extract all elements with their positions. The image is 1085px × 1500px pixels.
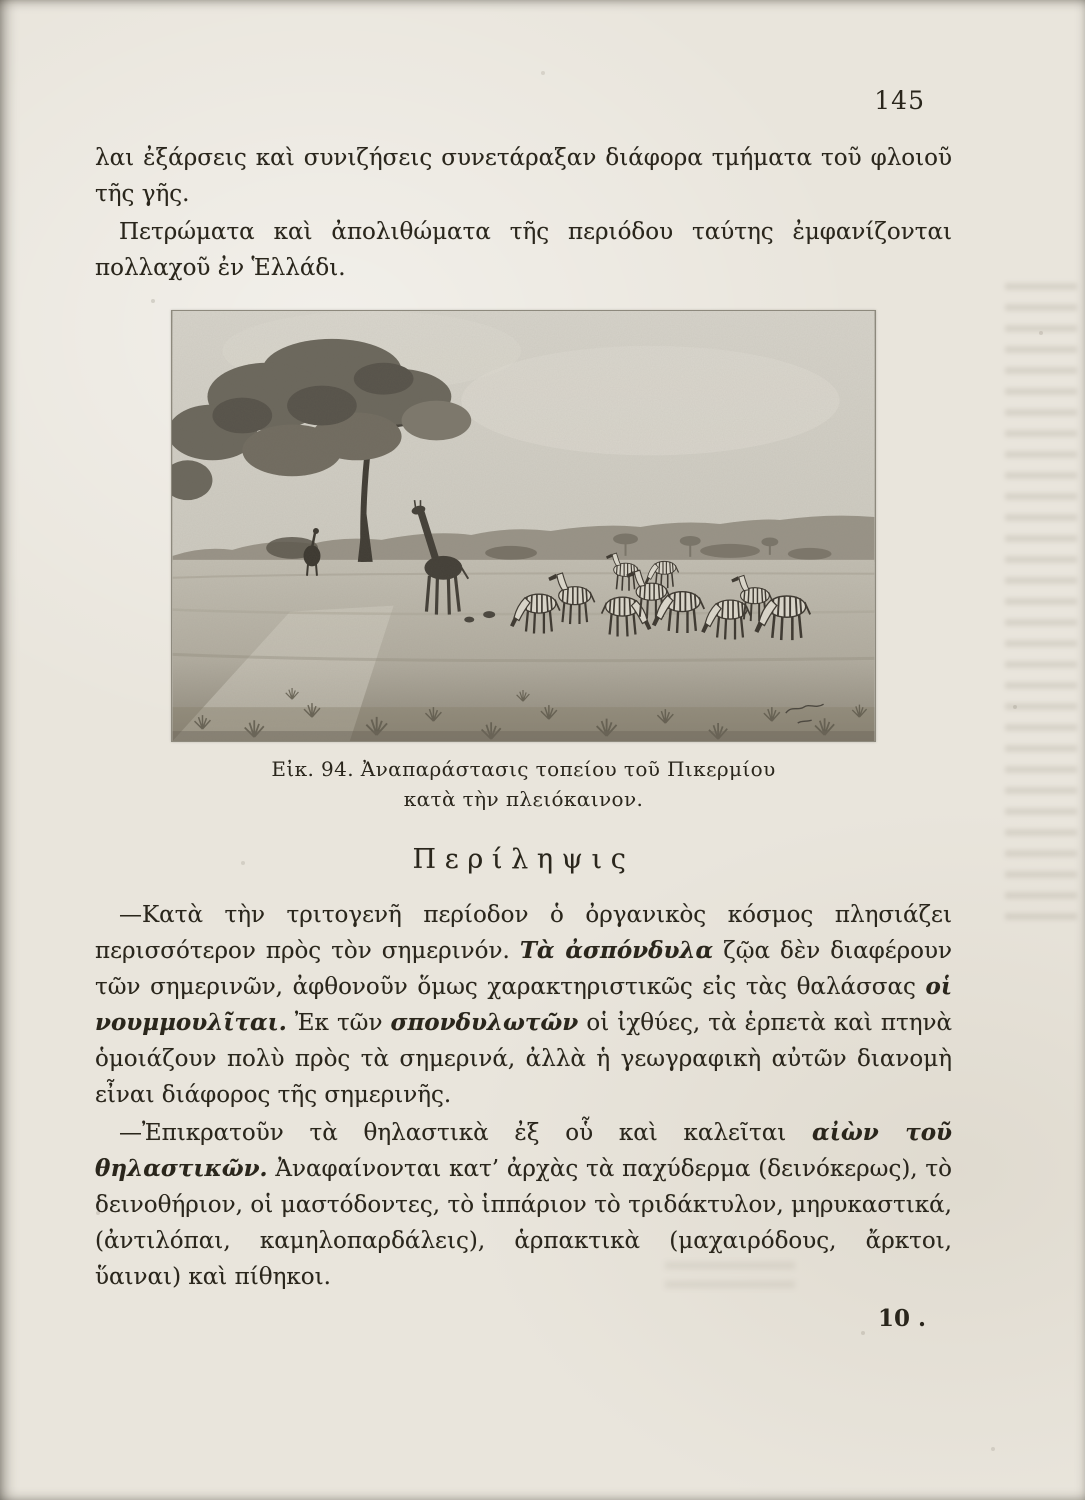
page-number: 145 [874,86,925,115]
text-column [95,140,952,1332]
paragraph [95,140,952,212]
paragraph [95,214,952,286]
text-run: λαι ἐξάρσεις καὶ συνιζήσεις συνετάραξαν διάφορα τμήματα τοῦ φλοιοῦ τῆς γῆς. [95,145,952,207]
text-run: Ἐκ τῶν [286,1010,391,1036]
scan-speckles [0,0,2,2]
print-grain [173,311,875,741]
emphasized-term: οἱ νουμμουλῖται. [95,973,952,1036]
footer-page-indicator: 10 . [877,1305,926,1332]
text-block-top [95,140,952,286]
text-run: ζῷα δὲν διαφέρουν τῶν σημερινῶν, ἀφθονοῦν ὅμως χαρακτηριστικῶς εἰς τὰς θαλάσσας [95,938,952,1000]
text-run: Ἀναφαίνονται κατ’ ἀρχὰς τὰ παχύδερμα (δεινόκερως), τὸ δεινοθήριον, οἱ μαστόδοντες, τὸ ἱππάριον τὸ τριδάκτυλον, μηρυκαστικά, (ἀντιλόπαι, καμηλοπαρδάλεις), ἁρπακτικὰ (μαχαιρόδους, ἄρκτοι, ὕαιναι) καὶ πίθηκοι. [95,1156,952,1290]
figure-caption [171,754,876,814]
pikermi-landscape-illustration [172,311,875,741]
figure [171,310,876,814]
paragraph [95,897,952,1113]
figure-illustration [171,310,876,742]
text-run: Πετρώματα καὶ ἀπολιθώματα τῆς περιόδου ταύτης ἐμφανίζονται πολλαχοῦ ἐν Ἑλλάδι. [95,219,952,281]
figure-caption-line1: Εἰκ. 94. Ἀναπαράστασις τοπείου τοῦ Πικερμίου [271,757,776,781]
figure-caption-line2: κατὰ τὴν πλειόκαινον. [403,787,644,811]
page-showthrough [1005,283,1077,923]
text-run: —Ἐπικρατοῦν τὰ θηλαστικὰ ἐξ οὗ καὶ καλεῖται [119,1120,813,1146]
section-heading: Περίληψις [412,844,635,875]
text-run: —Κατὰ τὴν τριτογενῆ περίοδον ὁ ὀργανικὸς κόσμος πλησιάζει περισσότερον πρὸς τὸν σημερινόν. [95,902,952,964]
paragraph [95,1115,952,1295]
emphasized-term: σπονδυλωτῶν [390,1009,579,1036]
text-block-bottom [95,897,952,1295]
emphasized-term: Τὰ ἀσπόνδυλα [519,937,714,964]
text-run: οἱ ἰχθύες, τὰ ἑρπετὰ καὶ πτηνὰ ὁμοιάζουν πολὺ πρὸς τὰ σημερινά, ἀλλὰ ἡ γεωγραφικὴ αὐτῶν διανομὴ εἶναι διάφορος τῆς σημερινῆς. [95,1010,953,1108]
emphasized-term: αἰὼν τοῦ θηλαστικῶν. [95,1119,952,1182]
